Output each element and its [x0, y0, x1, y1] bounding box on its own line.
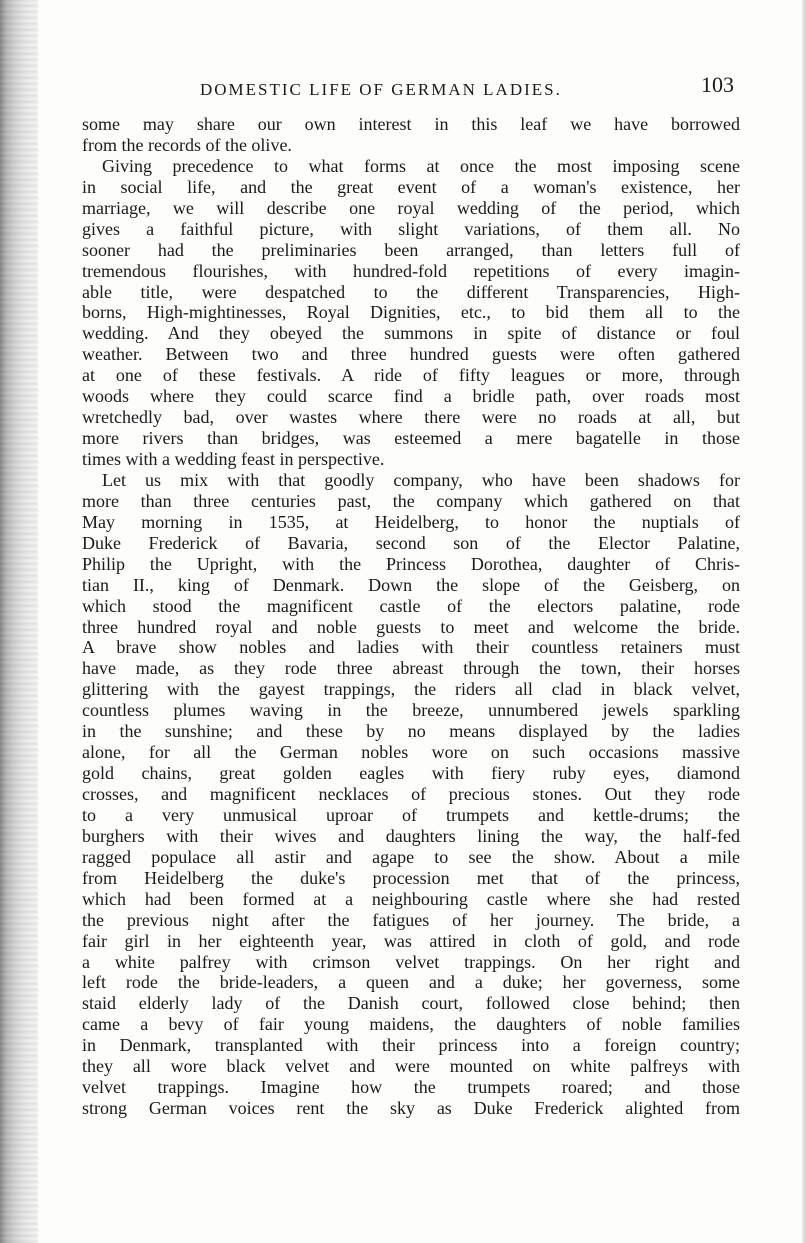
text-line: glittering with the gayest trappings, the riders all clad in black velvet,: [82, 679, 740, 700]
text-line: a white palfrey with crimson velvet trappings. On her right and: [82, 951, 740, 972]
text-line: borns, High-mightinesses, Royal Dignities, etc., to bid them all to the: [82, 302, 740, 323]
text-line: came a bevy of fair young maidens, the daughters of noble families: [82, 1014, 740, 1035]
text-line: from Heidelberg the duke's procession met that of the princess,: [82, 867, 740, 888]
text-line: in social life, and the great event of a woman's existence, her: [82, 176, 740, 197]
text-line: in the sunshine; and these by no means displayed by the ladies: [82, 721, 740, 742]
text-line: Duke Frederick of Bavaria, second son of the Elector Palatine,: [82, 532, 740, 553]
text-line: wretchedly bad, over wastes where there were no roads at all, but: [82, 407, 740, 428]
text-line: which had been formed at a neighbouring castle where she had rested: [82, 888, 740, 909]
running-head: [82, 72, 742, 108]
text-line: more rivers than bridges, was esteemed a mere bagatelle in those: [82, 428, 740, 449]
text-line: Philip the Upright, with the Princess Dorothea, daughter of Chris-: [82, 553, 740, 574]
text-line: three hundred royal and noble guests to meet and welcome the bride.: [82, 616, 740, 637]
body-text: [82, 114, 740, 1119]
text-line: A brave show nobles and ladies with their countless retainers must: [82, 637, 740, 658]
text-line: fair girl in her eighteenth year, was attired in cloth of gold, and rode: [82, 930, 740, 951]
text-line: wedding. And they obeyed the summons in spite of distance or foul: [82, 323, 740, 344]
text-line: the previous night after the fatigues of her journey. The bride, a: [82, 909, 740, 930]
text-line: they all wore black velvet and were mounted on white palfreys with: [82, 1056, 740, 1077]
text-line: have made, as they rode three abreast through the town, their horses: [82, 658, 740, 679]
text-line: to a very unmusical uproar of trumpets and kettle-drums; the: [82, 804, 740, 825]
page-number: 103: [701, 72, 734, 97]
text-line: tian II., king of Denmark. Down the slope of the Geisberg, on: [82, 574, 740, 595]
text-line: burghers with their wives and daughters lining the way, the half-fed: [82, 825, 740, 846]
text-line: sooner had the preliminaries been arranged, than letters full of: [82, 239, 740, 260]
text-line: some may share our own interest in this leaf we have borrowed: [82, 114, 740, 134]
text-line: velvet trappings. Imagine how the trumpets roared; and those: [82, 1077, 740, 1098]
text-line: weather. Between two and three hundred guests were often gathered: [82, 344, 740, 365]
text-line: which stood the magnificent castle of the electors palatine, rode: [82, 595, 740, 616]
text-line: strong German voices rent the sky as Duke Frederick alighted from: [82, 1098, 740, 1119]
text-line: tremendous flourishes, with hundred-fold repetitions of every imagin-: [82, 260, 740, 281]
text-line: alone, for all the German nobles wore on such occasions massive: [82, 742, 740, 763]
text-line: from the records of the olive.: [82, 134, 292, 155]
text-line: staid elderly lady of the Danish court, followed close behind; then: [82, 993, 740, 1014]
text-line: marriage, we will describe one royal wedding of the period, which: [82, 197, 740, 218]
text-line: able title, were despatched to the different Transparencies, High-: [82, 281, 740, 302]
page-edge: [801, 0, 805, 1243]
text-line: in Denmark, transplanted with their princess into a foreign country;: [82, 1035, 740, 1056]
text-line: countless plumes waving in the breeze, unnumbered jewels sparkling: [82, 700, 740, 721]
paragraph-first-line: Giving precedence to what forms at once the most imposing scene: [102, 155, 740, 176]
text-line: gives a faithful picture, with slight variations, of them all. No: [82, 218, 740, 239]
text-line: more than three centuries past, the company which gathered on that: [82, 490, 740, 511]
running-title: DOMESTIC LIFE OF GERMAN LADIES.: [200, 80, 562, 99]
text-line: crosses, and magnificent necklaces of precious stones. Out they rode: [82, 784, 740, 804]
text-line: left rode the bride-leaders, a queen and a duke; her governess, some: [82, 972, 740, 993]
text-line: gold chains, great golden eagles with fiery ruby eyes, diamond: [82, 763, 740, 784]
text-line: woods where they could scarce find a bridle path, over roads most: [82, 386, 740, 407]
binding-gutter: [0, 0, 38, 1243]
text-line: ragged populace all astir and agape to see the show. About a mile: [82, 846, 740, 867]
text-line: May morning in 1535, at Heidelberg, to honor the nuptials of: [82, 511, 740, 532]
text-line: times with a wedding feast in perspective.: [82, 449, 385, 469]
paragraph-first-line: Let us mix with that goodly company, who have been shadows for: [102, 469, 740, 490]
text-line: at one of these festivals. A ride of fifty leagues or more, through: [82, 365, 740, 386]
